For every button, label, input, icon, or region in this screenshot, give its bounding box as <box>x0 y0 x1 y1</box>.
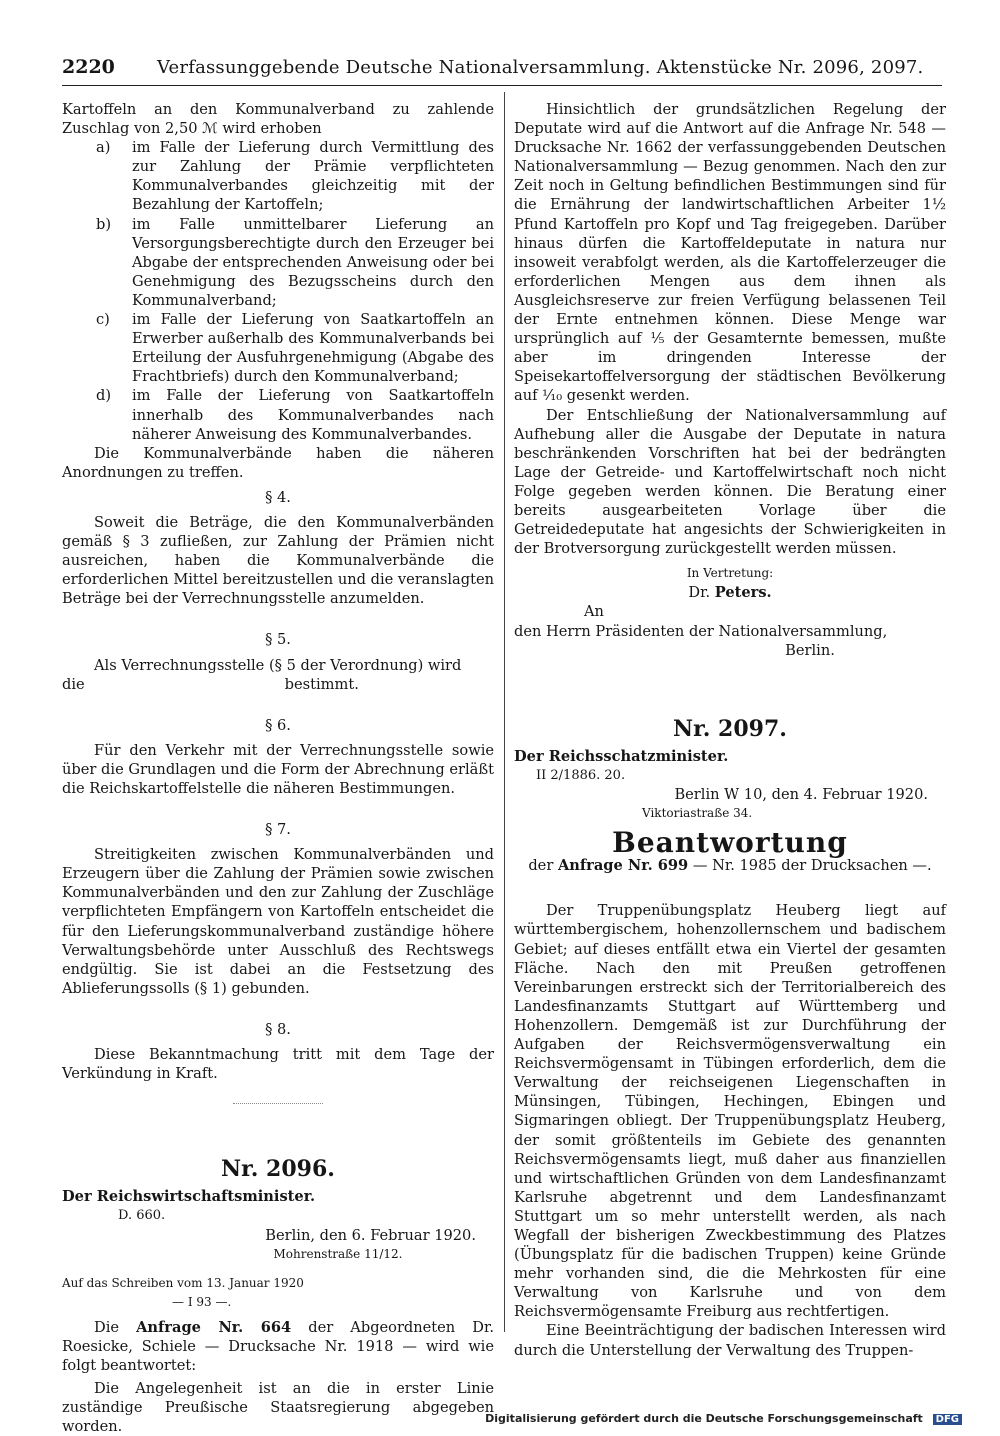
right-column <box>514 100 946 1360</box>
answer-text: Die Angelegenheit ist an die in erster Linie zuständige Preußische Staatsregierung abgegeben worden. <box>62 1380 494 1436</box>
page-header <box>62 56 942 82</box>
section-heading-6: § 6. <box>265 716 291 734</box>
street-line: Mohrenstraße 11/12. <box>273 1246 403 1261</box>
letter-reference-code: — I 93 —. <box>172 1294 232 1309</box>
intro-text: Kartoffeln an den Kommunalverband zu zahlende Zuschlag von 2,50 ℳ wird erhoben <box>62 101 494 138</box>
section-text-7: Streitigkeiten zwischen Kommunalverbänden und Erzeugern über die Zahlung der Prämien sowie zwischen Kommunalverbänden und den zur Zahlung der Zuschläge verpflichteten Empfängern von Kartoffeln entscheidet die für den Lieferungskommunalverband zuständige höhere Verwaltungsbehörde unter Ausschluß des Rechtswegs endgültig. Sie ist dabei an die Festsetzung des Ablieferungssolls (§ 1) gebunden. <box>62 846 494 997</box>
date-line: Berlin, den 6. Februar 1920. <box>265 1226 476 1244</box>
section-heading-5: § 5. <box>265 631 291 649</box>
in-vertretung: In Vertretung: <box>686 566 774 581</box>
column-divider <box>504 92 505 1332</box>
digitization-footer <box>485 1412 962 1425</box>
date-line: Berlin W 10, den 4. Februar 1920. <box>674 786 928 803</box>
paragraph-beeintraechtigung: Eine Beeinträchtigung der badischen Interessen wird durch die Unterstellung der Verwaltung des Truppen- <box>514 1322 946 1359</box>
page-number: 2220 <box>62 56 115 78</box>
footer-text: Digitalisierung gefördert durch die Deutsche Forschungsgemeinschaft <box>485 1412 923 1425</box>
addressee: den Herrn Präsidenten der Nationalversammlung, <box>514 622 888 640</box>
section-heading-7: § 7. <box>265 821 291 839</box>
paragraph-entschliessung: Der Entschließung der Nationalversammlung auf Aufhebung aller die Ausgabe der Deputate in natura beschränkenden Vorschriften hat bei der bedrängten Lage der Getreide- und Kartoffelwirtschaft noch nicht Folge gegeben werden können. Die Beratung einer bereits ausgearbeiteten Vorlage über die Getreidedeputate hat angesichts der Schwierigkeiten in der Brotversorgung zurückgestellt werden müssen. <box>514 406 946 558</box>
reference-number: D. 660. <box>118 1208 166 1224</box>
running-title: Verfassunggebende Deutsche Nationalversammlung. Aktenstücke Nr. 2096, 2097. <box>157 57 924 78</box>
section-text-6: Für den Verkehr mit der Verrechnungsstelle sowie über die Grundlagen und die Form der Abrechnung erläßt die Reichskartoffelstelle die näheren Bestimmungen. <box>62 741 494 797</box>
header-rule <box>62 85 942 86</box>
inquiry-text: Die Anfrage Nr. 664 der Abgeordneten Dr. Roesicke, Schiele — Drucksache Nr. 1918 — wird wie folgt beantwortet: <box>62 1318 494 1375</box>
separator <box>233 1103 323 1104</box>
document-number-2097: Nr. 2097. <box>673 715 787 742</box>
letter-reference: Auf das Schreiben vom 13. Januar 1920 <box>62 1275 304 1290</box>
section-text-5: Als Verrechnungsstelle (§ 5 der Verordnung) wird <box>94 656 462 674</box>
beantwortung-heading: Beantwortung <box>612 826 848 860</box>
street-line: Viktoriastraße 34. <box>642 806 753 821</box>
signature: Dr. Peters. <box>688 584 772 602</box>
section-heading-4: § 4. <box>265 488 291 506</box>
closing-text: Die Kommunalverbände haben die näheren Anordnungen zu treffen. <box>62 444 494 481</box>
minister-title: Der Reichswirtschaftsminister. <box>62 1188 316 1206</box>
reference-number: II 2/1886. 20. <box>536 767 626 783</box>
list-item: b) im Falle unmittelbarer Lieferung an Versorgungsberechtigte durch den Erzeuger bei Abgabe der entsprechenden Anweisung oder bei Genehmigung des Bezugsscheins durch den Kommunalverband; <box>96 215 494 309</box>
minister-title: Der Reichsschatzminister. <box>514 747 729 765</box>
inquiry-subtitle: der Anfrage Nr. 699 — Nr. 1985 der Drucksachen —. <box>528 857 932 875</box>
list-item: c) im Falle der Lieferung von Saatkartoffeln an Erwerber außerhalb des Kommunalverbands bei Erteilung der Ausfuhrgenehmigung (Abgabe des Frachtbriefs) durch den Kommunalverband; <box>96 311 494 386</box>
list-item: a) im Falle der Lieferung durch Vermittlung des zur Zahlung der Prämie verpflichteten Kommunalverbandes gleichzeitig mit der Bezahlung der Kartoffeln; <box>96 139 494 214</box>
dfg-badge: DFG <box>933 1414 962 1425</box>
section-text-8: Diese Bekanntmachung tritt mit dem Tage der Verkündung in Kraft. <box>62 1046 494 1083</box>
paragraph-deputate: Hinsichtlich der grundsätzlichen Regelung der Deputate wird auf die Antwort auf die Anfrage Nr. 548 — Drucksache Nr. 1662 der verfassunggebenden Deutschen Nationalversammlung — Bezug genommen. Nach den zur Zeit noch in Geltung befindlichen Bestimmungen sind für die Ernährung der landwirtschaftlichen Arbeiter 1½ Pfund Kartoffeln pro Kopf und Tag freigegeben. Darüber hinaus dürfen die Kartoffeldeputate in natura nur insoweit verabfolgt werden, als die Kartoffelerzeuger die erforderlichen Mengen aus dem ihnen als Ausgleichsreserve zur freien Verfügung belassenen Teil der Ernte entnehmen können. Diese Menge war ursprünglich auf ⅕ der Gesamternte bemessen, mußte aber im dringenden Interesse der Speisekartoffelversorgung der städtischen Bevölkerung auf ¹⁄₁₀ gesenkt werden. <box>514 101 946 405</box>
section-text-4: Soweit die Beträge, die den Kommunalverbänden gemäß § 3 zufließen, zur Zahlung der Prämien nicht ausreichen, haben die Kommunalverbände die erforderlichen Mittel bereitzustellen und die veranslagten Beträge bei der Verrechnungsstelle anzumelden. <box>62 513 494 608</box>
address-an: An <box>584 603 604 621</box>
left-column <box>62 100 494 1436</box>
address-city: Berlin. <box>785 641 835 659</box>
section-text-5b: die bestimmt. <box>62 675 359 693</box>
section-heading-8: § 8. <box>265 1020 291 1038</box>
document-number-2096: Nr. 2096. <box>221 1156 335 1183</box>
list-item: d) im Falle der Lieferung von Saatkartoffeln innerhalb des Kommunalverbandes nach näherer Anweisung des Kommunalverbandes. <box>96 387 494 443</box>
paragraph-heuberg: Der Truppenübungsplatz Heuberg liegt auf württembergischem, hohenzollernschem und badischem Gebiet; auf dieses entfällt etwa ein Viertel der gesamten Fläche. Nach den mit Preußen getroffenen Vereinbarungen erstreckt sich der Territorialbereich des Landesfinanzamts Stuttgart auf Württemberg und Hohenzollern. Demgemäß ist zur Durchführung der Aufgaben der Reichsvermögensverwaltung ein Reichsvermögensamt in Tübingen erforderlich, dem die Verwaltung der reichseigenen Liegenschaften in Münsingen, Tübingen, Hechingen, Ebingen und Sigmaringen obliegt. Der Truppenübungsplatz Heuberg, der somit größtenteils im Gebiete des genannten Reichsvermögensamts liegt, muß daher aus finanziellen und wirtschaftlichen Gründen von dem Landesfinanzamt Karlsruhe abgetrennt und dem Landesfinanzamt Stuttgart um so mehr unterstellt werden, als nach Wegfall der bisherigen Zweckbestimmung des Platzes (Übungsplatz für die badischen Truppen) keine Gründe mehr vorhanden sind, die die Mehrkosten für eine Verwaltung von Karlsruhe und von dem Reichsvermögensamte Freiburg aus rechtfertigen. <box>514 902 946 1321</box>
